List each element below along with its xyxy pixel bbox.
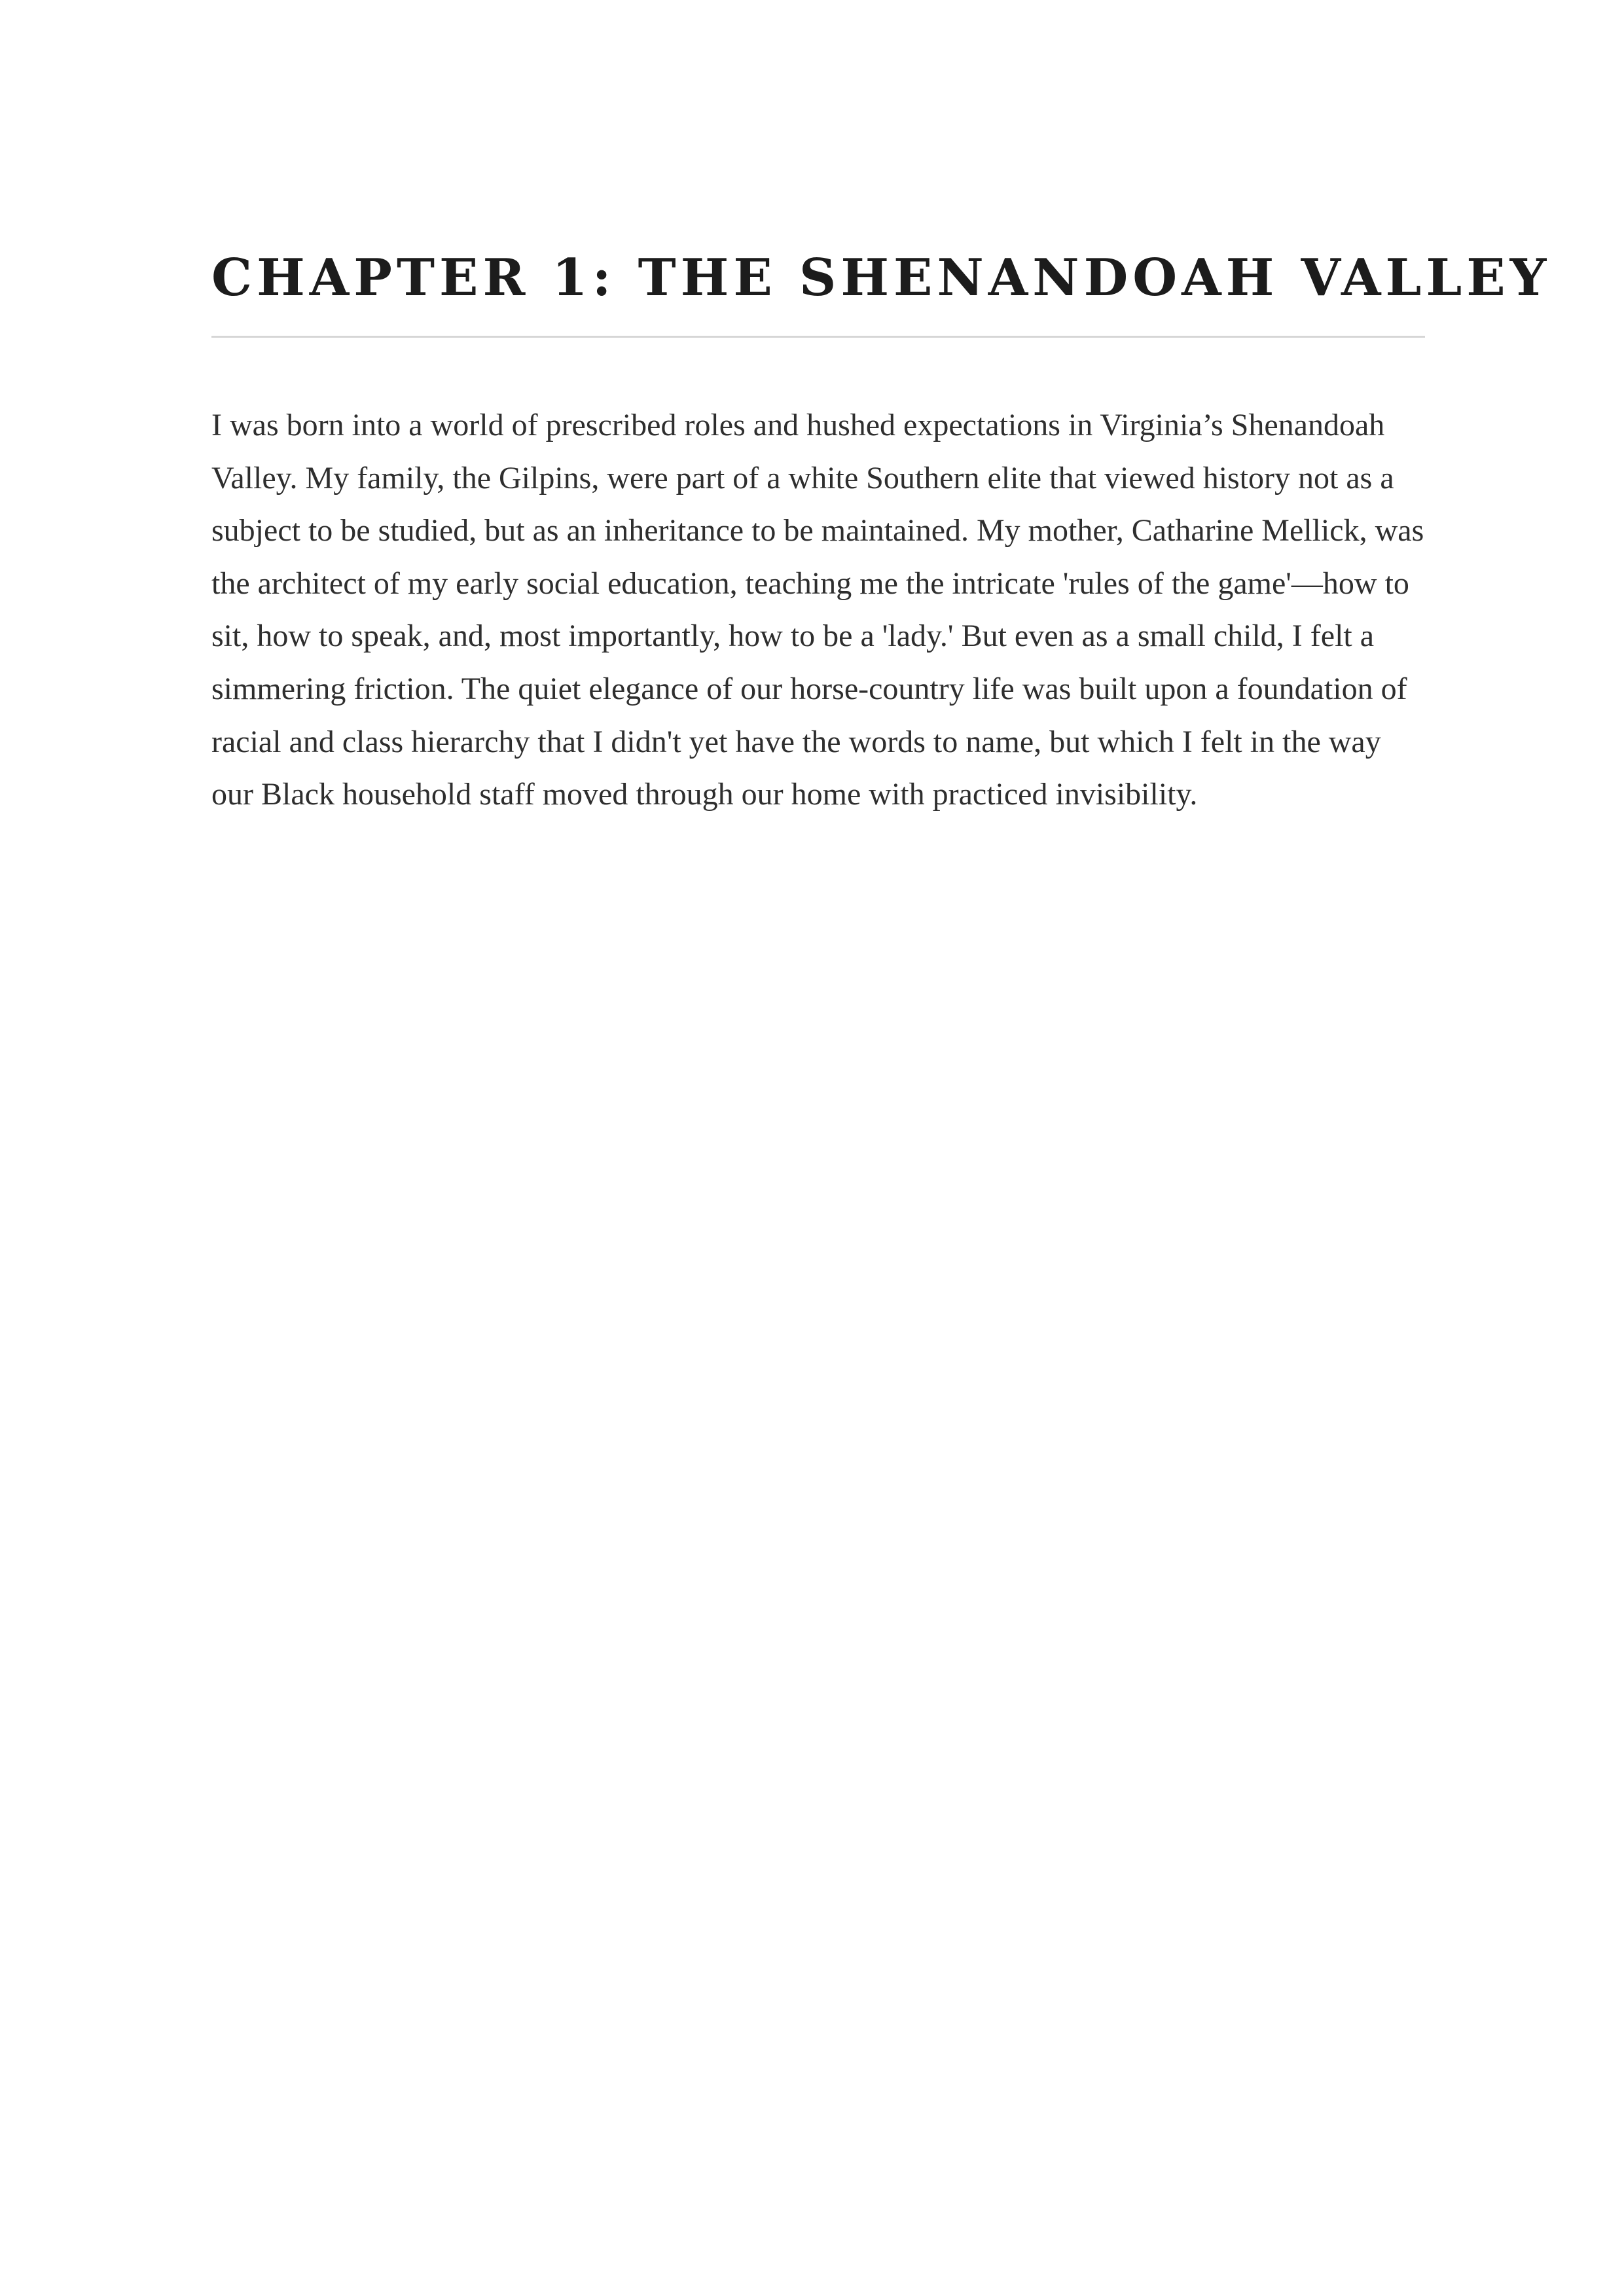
chapter-title: CHAPTER 1: THE SHENANDOAH VALLEY — [211, 248, 1551, 308]
title-divider — [211, 336, 1425, 338]
chapter-paragraph: I was born into a world of prescribed roles and hushed expectations in Virginia’s Shenandoah Valley. My family, the Gilpins, were part of a white Southern elite that viewed history not as a subject to be studied, but as an inheritance to be maintained. My mother, Catharine Mellick, was the architect of my early social education, teaching me the intricate 'rules of the game'—how to sit, how to speak, and, most importantly, how to be a 'lady.' But even as a small child, I felt a simmering friction. The quiet elegance of our horse-country life was built upon a foundation of racial and class hierarchy that I didn't yet have the words to name, but which I felt in the way our Black household staff moved through our home with practiced invisibility. — [211, 408, 1424, 812]
chapter-content — [211, 232, 1551, 821]
